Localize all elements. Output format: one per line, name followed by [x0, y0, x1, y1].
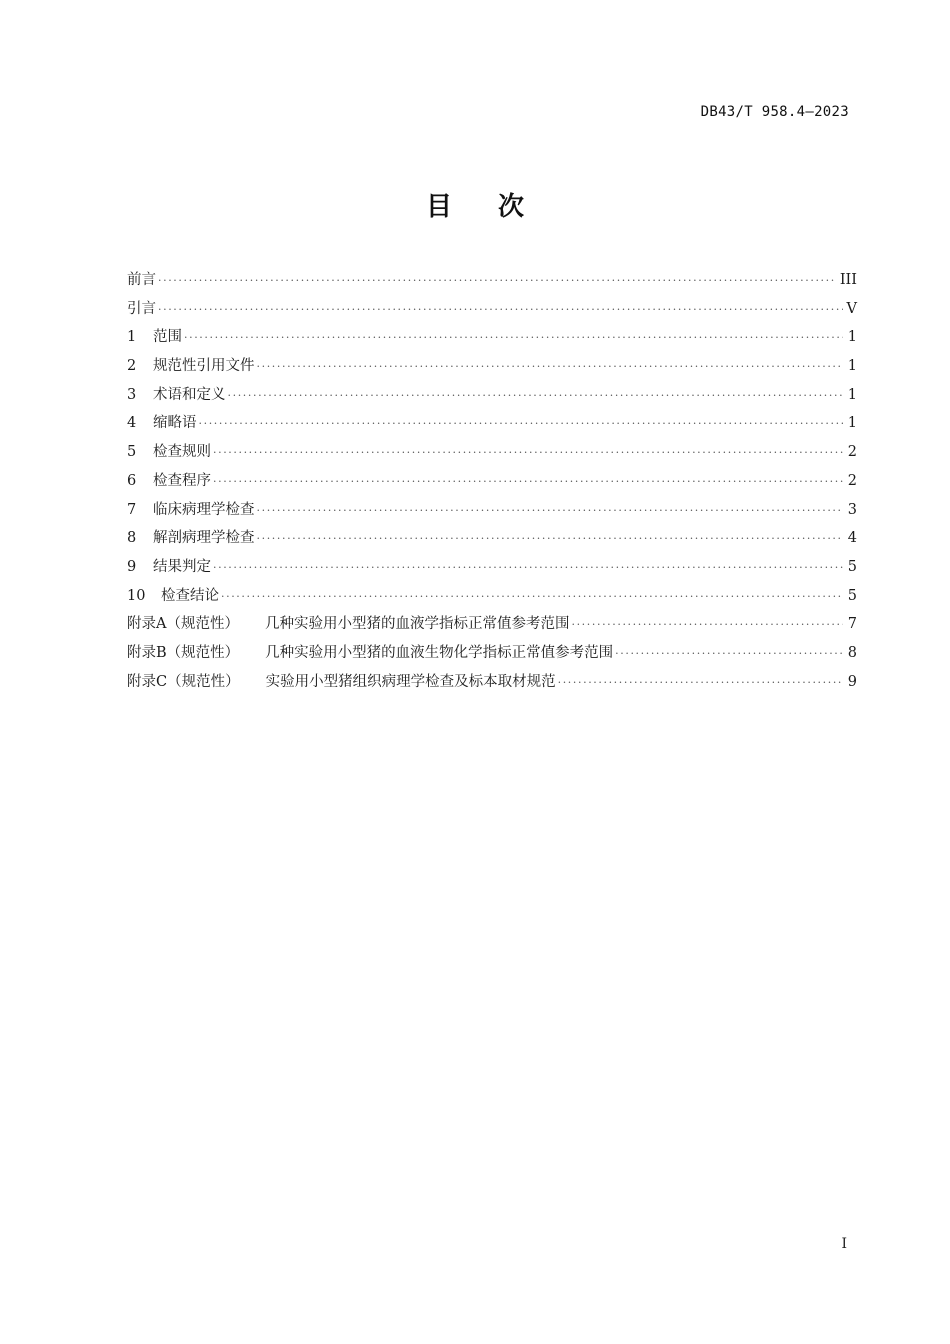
- toc-item-number: 5: [127, 444, 137, 461]
- toc-item-page: 2: [847, 444, 857, 461]
- toc-item-title: 几种实验用小型猪的血液学指标正常值参考范围: [264, 616, 570, 633]
- toc-item-number: 9: [127, 558, 137, 575]
- toc-item-page: 7: [847, 616, 857, 633]
- toc-item-scope[interactable]: [127, 323, 857, 352]
- toc-item-label: [127, 438, 211, 466]
- toc-leader-dots: [184, 324, 843, 352]
- toc-item-page: 4: [847, 530, 857, 547]
- toc-item-page: 8: [847, 644, 857, 661]
- toc-item-page: 3: [847, 501, 857, 518]
- toc-leader-dots: [199, 410, 844, 438]
- toc-item-page: 5: [847, 587, 857, 604]
- toc-item-title: 临床病理学检查: [153, 501, 255, 518]
- toc-leader-dots: [558, 669, 843, 697]
- toc-annex-designation: 附录B（规范性）: [127, 644, 240, 661]
- toc-item-label: [127, 323, 182, 351]
- toc-item-label: [127, 524, 255, 552]
- toc-item-number: 10: [127, 587, 146, 604]
- toc-item-title: 结果判定: [153, 558, 211, 575]
- toc-item-title: 几种实验用小型猪的血液生物化学指标正常值参考范围: [265, 644, 614, 661]
- toc-leader-dots: [213, 439, 843, 467]
- toc-item-page: 1: [847, 386, 857, 403]
- toc-item-label: [127, 639, 613, 667]
- toc-item-page: III: [839, 272, 857, 288]
- toc-item-introduction[interactable]: [127, 295, 857, 324]
- toc-item-title: 缩略语: [153, 415, 197, 432]
- toc-item-page: 1: [847, 358, 857, 375]
- toc-item-label: [127, 610, 569, 638]
- toc-item-label: [127, 409, 197, 437]
- toc-item-page: 1: [847, 415, 857, 432]
- toc-item-page: 2: [847, 472, 857, 489]
- toc-item-page: 9: [847, 673, 857, 690]
- toc-title: 目次: [425, 192, 570, 222]
- toc-item-label: [127, 668, 556, 696]
- toc-item-label: [127, 467, 211, 495]
- toc-list: [127, 266, 857, 696]
- toc-item-inspection-procedure[interactable]: [127, 467, 857, 496]
- toc-item-label: 前言: [127, 272, 156, 288]
- toc-item-title: 检查规则: [153, 444, 211, 461]
- toc-annex-designation: 附录C（规范性）: [127, 673, 240, 690]
- toc-leader-dots: [615, 640, 843, 668]
- toc-item-number: 4: [127, 415, 137, 432]
- toc-item-page: 1: [847, 329, 857, 346]
- toc-item-annex-a[interactable]: [127, 610, 857, 639]
- toc-leader-dots: [257, 497, 844, 525]
- toc-item-title: 术语和定义: [153, 386, 226, 403]
- toc-item-page: 5: [847, 558, 857, 575]
- toc-item-label: [127, 496, 255, 524]
- toc-item-label: [127, 553, 211, 581]
- toc-item-number: 7: [127, 501, 137, 518]
- page-number: I: [841, 1236, 847, 1252]
- toc-item-result-judgment[interactable]: [127, 553, 857, 582]
- toc-item-annex-b[interactable]: [127, 639, 857, 668]
- toc-item-anatomic-pathology[interactable]: [127, 524, 857, 553]
- toc-leader-dots: [158, 267, 836, 295]
- toc-item-number: 6: [127, 472, 137, 489]
- toc-item-number: 2: [127, 358, 137, 375]
- toc-item-number: 3: [127, 386, 137, 403]
- toc-leader-dots: [571, 611, 843, 639]
- toc-item-page: V: [846, 300, 857, 317]
- toc-item-terms-definitions[interactable]: [127, 381, 857, 410]
- toc-leader-dots: [257, 525, 844, 553]
- toc-item-title: 检查程序: [153, 472, 211, 489]
- toc-item-abbreviations[interactable]: [127, 409, 857, 438]
- toc-leader-dots: [221, 583, 843, 611]
- toc-item-label: [127, 381, 226, 409]
- toc-item-title: 范围: [153, 329, 182, 346]
- toc-item-label: [127, 352, 255, 380]
- toc-item-annex-c[interactable]: [127, 668, 857, 697]
- toc-item-inspection-conclusion[interactable]: [127, 582, 857, 611]
- watermark: [250, 880, 679, 1240]
- toc-leader-dots: [228, 382, 844, 410]
- toc-leader-dots: [257, 353, 844, 381]
- toc-leader-dots: [213, 554, 843, 582]
- toc-item-label: [127, 582, 219, 610]
- toc-item-title: 实验用小型猪组织病理学检查及标本取材规范: [265, 673, 556, 690]
- toc-leader-dots: [158, 296, 843, 324]
- toc-item-number: 8: [127, 530, 137, 547]
- toc-item-label: 引言: [127, 300, 156, 317]
- document-code: DB43/T 958.4—2023: [700, 104, 849, 120]
- toc-item-clinical-pathology[interactable]: [127, 496, 857, 525]
- toc-item-title: 规范性引用文件: [153, 358, 255, 375]
- toc-item-title: 解剖病理学检查: [153, 530, 255, 547]
- toc-item-normative-references[interactable]: [127, 352, 857, 381]
- toc-leader-dots: [213, 468, 843, 496]
- toc-item-foreword[interactable]: [127, 266, 857, 295]
- toc-item-title: 检查结论: [161, 587, 219, 604]
- toc-item-inspection-rules[interactable]: [127, 438, 857, 467]
- toc-item-number: 1: [127, 329, 137, 346]
- toc-annex-designation: 附录A（规范性）: [127, 616, 239, 633]
